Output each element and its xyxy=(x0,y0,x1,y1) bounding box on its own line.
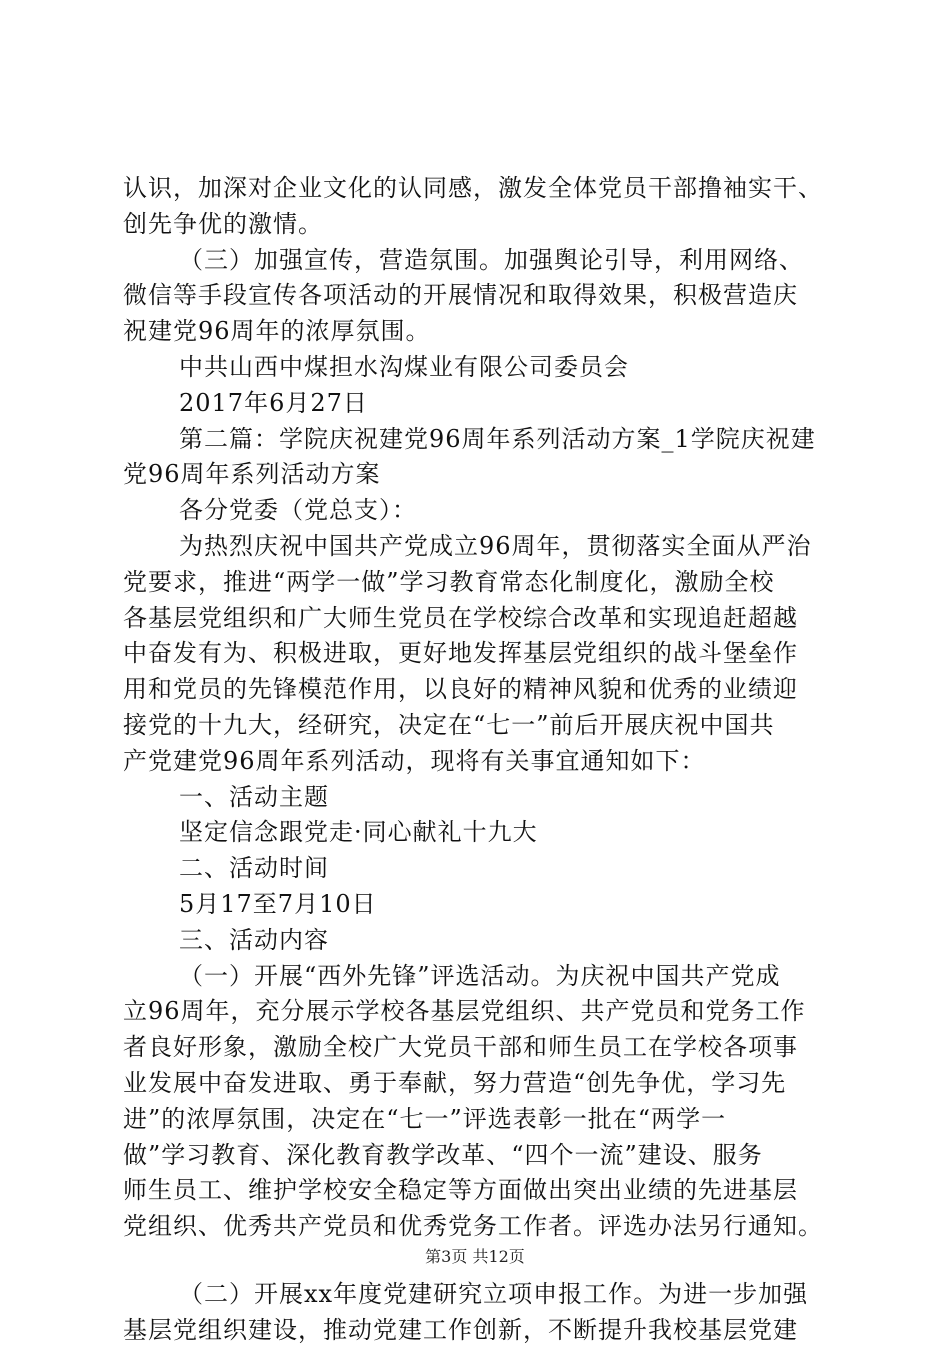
subheading: 三、活动内容 xyxy=(179,925,329,954)
text-line: 师生员工、维护学校安全稳定等方面做出突出业绩的先进基层 xyxy=(123,1176,798,1205)
text-line: 做”学习教育、深化教育教学改革、“四个一流”建设、服务 xyxy=(123,1140,763,1169)
text-line: 立96周年，充分展示学校各基层党组织、共产党员和党务工作 xyxy=(123,997,806,1026)
text-line: 中奋发有为、积极进取，更好地发挥基层党组织的战斗堡垒作 xyxy=(123,639,798,668)
text-line: 认识，加深对企业文化的认同感，激发全体党员干部撸袖实干、 xyxy=(123,174,823,202)
text-line: 党要求，推进“两学一做”学习教育常态化制度化，激励全校 xyxy=(123,567,775,596)
text-line: （三）加强宣传，营造氛围。加强舆论引导，利用网络、 xyxy=(179,245,804,274)
text-line: 创先争优的激情。 xyxy=(123,209,323,238)
text-line: 党组织、优秀共产党员和优秀党务工作者。评选办法另行通知。 xyxy=(123,1212,823,1241)
text-line: 产党建党96周年系列活动，现将有关事宜通知如下： xyxy=(123,746,706,775)
signature-organization: 中共山西中煤担水沟煤业有限公司委员会 xyxy=(179,352,629,381)
text-line: （二）开展xx年度党建研究立项申报工作。为进一步加强 xyxy=(179,1279,809,1308)
text-line: 进”的浓厚氛围，决定在“七一”评选表彰一批在“两学一 xyxy=(123,1104,727,1133)
text-line: （一）开展“西外先锋”评选活动。为庆祝中国共产党成 xyxy=(179,961,781,990)
text-line: 接党的十九大，经研究，决定在“七一”前后开展庆祝中国共 xyxy=(123,710,775,739)
subheading: 二、活动时间 xyxy=(179,854,329,883)
signature-date: 2017年6月27日 xyxy=(179,388,368,417)
text-line: 者良好形象，激励全校广大党员干部和师生员工在学校各项事 xyxy=(123,1033,798,1062)
section-heading-cont: 党96周年系列活动方案 xyxy=(123,460,381,489)
salutation: 各分党委（党总支）： xyxy=(179,496,417,525)
text-line: 祝建党96周年的浓厚氛围。 xyxy=(123,317,431,346)
text-line: 为热烈庆祝中国共产党成立96周年，贯彻落实全面从严治 xyxy=(179,531,812,560)
text-line: 5月17至7月10日 xyxy=(179,889,377,918)
text-line: 基层党组织建设，推动党建工作创新，不断提升我校基层党建 xyxy=(123,1315,798,1344)
text-line: 用和党员的先锋模范作用，以良好的精神风貌和优秀的业绩迎 xyxy=(123,675,798,704)
text-line: 业发展中奋发进取、勇于奉献，努力营造“创先争优，学习先 xyxy=(123,1068,787,1097)
document-body xyxy=(123,171,835,1349)
text-line: 坚定信念跟党走·同心献礼十九大 xyxy=(179,818,538,847)
page-footer: 第3页 共12页 xyxy=(425,1247,525,1266)
text-line: 微信等手段宣传各项活动的开展情况和取得效果，积极营造庆 xyxy=(123,281,798,310)
text-line: 各基层党组织和广大师生党员在学校综合改革和实现追赶超越 xyxy=(123,603,798,632)
section-heading: 第二篇：学院庆祝建党96周年系列活动方案_1学院庆祝建 xyxy=(179,424,816,453)
subheading: 一、活动主题 xyxy=(179,782,329,811)
